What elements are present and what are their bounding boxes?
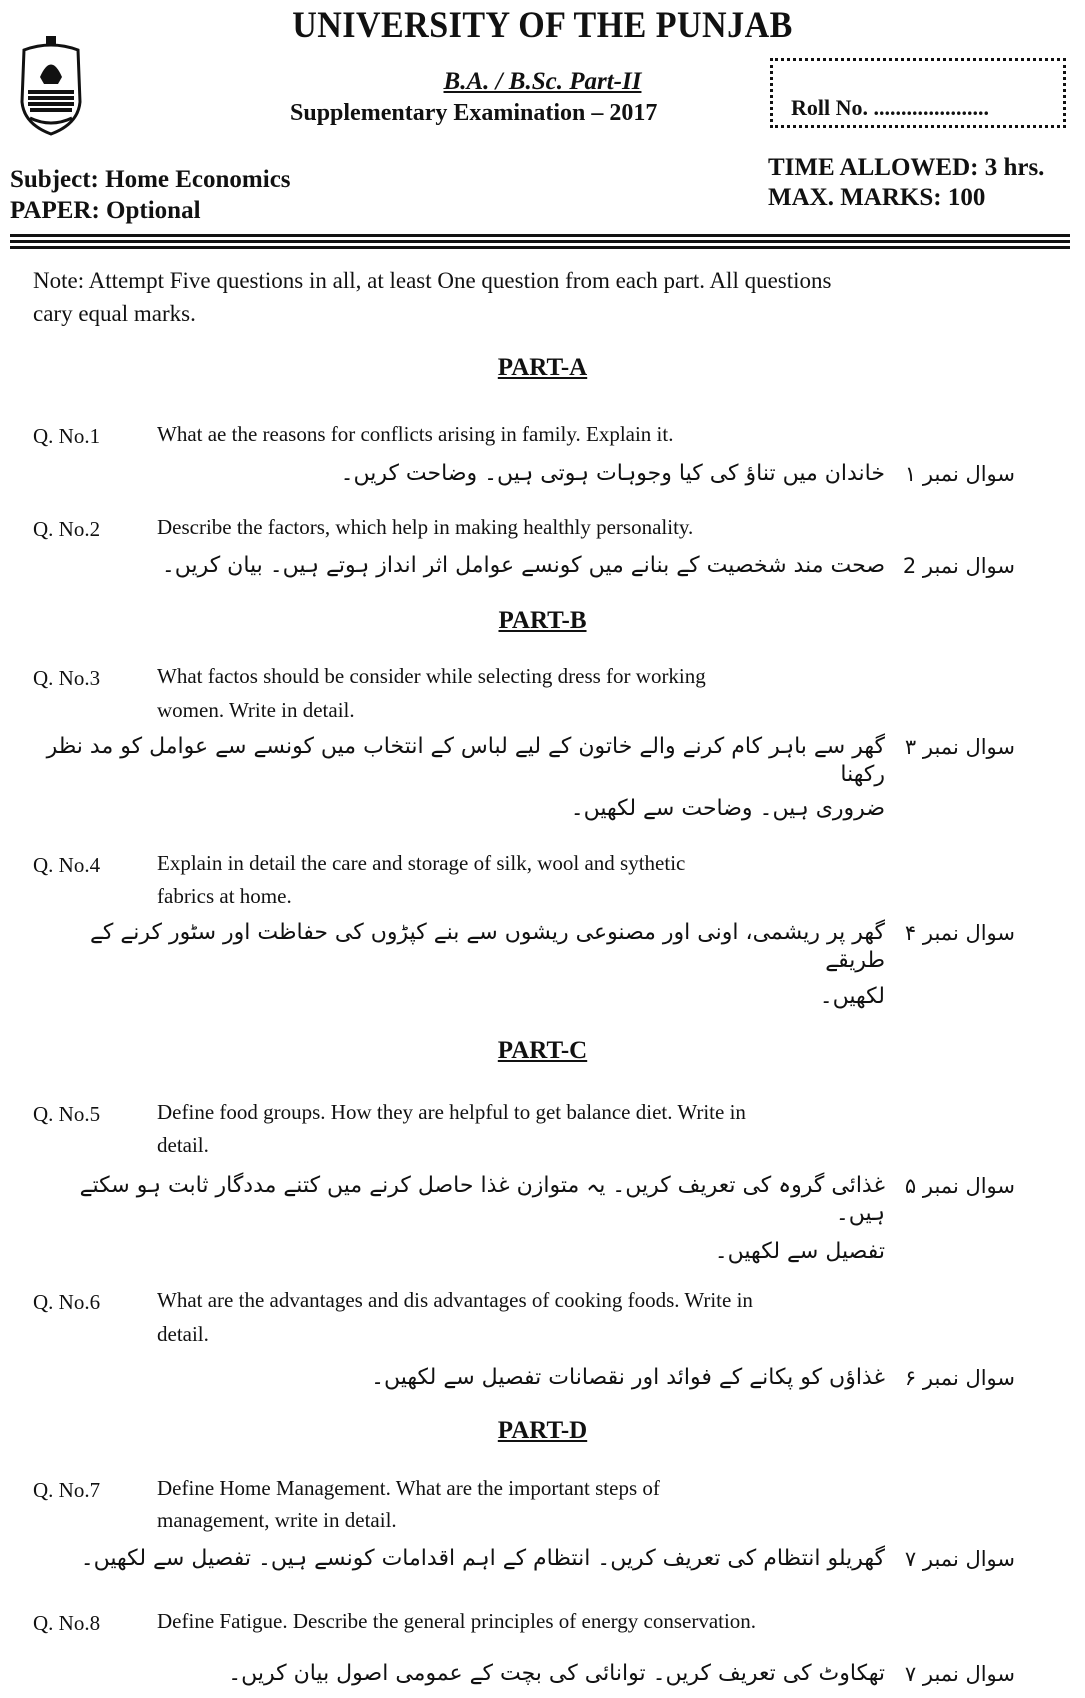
- question-number: Q. No.3: [33, 666, 101, 690]
- question-text: Define Fatigue. Describe the general principles of energy conservation.: [157, 1609, 757, 1633]
- part-b-heading: [0, 607, 1085, 635]
- question-text: fabrics at home.: [157, 884, 292, 908]
- part-label: PART-C: [497, 1037, 588, 1064]
- question-number: Q. No.5: [33, 1102, 101, 1126]
- question-text: What factos should be consider while selecting dress for working: [157, 664, 706, 688]
- part-label: PART-D: [497, 1417, 588, 1444]
- part-d-heading: [0, 1417, 1085, 1445]
- urdu-question-text: لکھیں۔: [819, 984, 885, 1009]
- urdu-question-number: سوال نمبر ۳: [904, 735, 1015, 759]
- question-text: Explain in detail the care and storage of silk, wool and sythetic: [157, 851, 686, 875]
- question-number: Q. No.2: [33, 517, 101, 541]
- header-divider: [10, 234, 1070, 237]
- urdu-question-text: غذاؤں کو پکانے کے فوائد اور نقصانات تفصیل سے لکھیں۔: [371, 1365, 885, 1390]
- urdu-question-number: سوال نمبر 2: [902, 554, 1015, 578]
- roll-number-box: [770, 58, 1066, 128]
- university-title: UNIVERSITY OF THE PUNJAB: [292, 5, 793, 46]
- max-marks: MAX. MARKS: 100: [768, 184, 986, 211]
- urdu-question-number: سوال نمبر ۴: [904, 921, 1015, 945]
- part-a-heading: [0, 354, 1085, 382]
- urdu-question-number: سوال نمبر ۷: [904, 1662, 1015, 1686]
- note-line: cary equal marks.: [33, 301, 196, 326]
- question-number: Q. No.6: [33, 1290, 101, 1314]
- question-text: management, write in detail.: [157, 1508, 397, 1532]
- question-text: Define Home Management. What are the important steps of: [157, 1476, 660, 1500]
- urdu-question-text: تھکاوٹ کی تعریف کریں۔ توانائی کی بچت کے عمومی اصول بیان کریں۔: [228, 1661, 885, 1686]
- part-label: PART-A: [497, 354, 588, 381]
- urdu-question-number: سوال نمبر ۱: [904, 462, 1015, 486]
- question-number: Q. No.7: [33, 1478, 101, 1502]
- question-text: women. Write in detail.: [157, 698, 355, 722]
- time-allowed: TIME ALLOWED: 3 hrs.: [768, 154, 1045, 181]
- question-text: What ae the reasons for conflicts arising in family. Explain it.: [157, 422, 674, 446]
- urdu-question-number: سوال نمبر ۵: [904, 1174, 1015, 1198]
- question-number: Q. No.4: [33, 853, 101, 877]
- question-text: What are the advantages and dis advantages of cooking foods. Write in: [157, 1288, 753, 1312]
- roll-number-label: Roll No. .....................: [791, 95, 989, 120]
- urdu-question-text: خاندان میں تناؤ کی کیا وجوہات ہوتی ہیں۔ وضاحت کریں۔: [340, 461, 885, 486]
- urdu-question-text: تفصیل سے لکھیں۔: [714, 1239, 885, 1264]
- header-divider: [10, 246, 1070, 249]
- header-divider: [10, 240, 1070, 243]
- exam-title: Supplementary Examination – 2017: [290, 100, 658, 126]
- part-label: PART-B: [498, 607, 587, 634]
- question-text: Define food groups. How they are helpful to get balance diet. Write in: [157, 1100, 746, 1124]
- urdu-question-number: سوال نمبر ۷: [904, 1547, 1015, 1571]
- question-text: detail.: [157, 1133, 209, 1157]
- subject-label: Subject: Home Economics: [10, 166, 291, 193]
- urdu-question-text: غذائی گروہ کی تعریف کریں۔ یہ متوازن غذا حاصل کرنے میں کتنے مددگار ثابت ہو سکتے ہیں۔: [79, 1173, 885, 1226]
- question-number: Q. No.1: [33, 424, 101, 448]
- urdu-question-text: صحت مند شخصیت کے بنانے میں کونسے عوامل اثر انداز ہوتے ہیں۔ بیان کریں۔: [161, 553, 885, 578]
- note-line: Note: Attempt Five questions in all, at least One question from each part. All questions: [33, 268, 832, 293]
- program-text: B.A. / B.Sc. Part-II: [443, 68, 642, 95]
- question-text: Describe the factors, which help in making healthly personality.: [157, 515, 694, 539]
- urdu-question-number: سوال نمبر ۶: [904, 1366, 1015, 1390]
- urdu-question-text: گھر پر ریشمی، اونی اور مصنوعی ریشوں سے بنے کپڑوں کی حفاظت اور سٹور کرنے کے طریقے: [90, 920, 885, 973]
- urdu-question-text: گھریلو انتظام کی تعریف کریں۔ انتظام کے اہم اقدامات کونسے ہیں۔ تفصیل سے لکھیں۔: [80, 1546, 885, 1571]
- urdu-question-text: گھر سے باہر کام کرنے والے خاتون کے لیے لباس کے انتخاب میں کونسے سے عوامل کو مد نظر رکھنا: [46, 734, 885, 787]
- urdu-question-text: ضروری ہیں۔ وضاحت سے لکھیں۔: [570, 796, 885, 821]
- part-c-heading: [0, 1037, 1085, 1065]
- question-text: detail.: [157, 1322, 209, 1346]
- question-number: Q. No.8: [33, 1611, 101, 1635]
- paper-label: PAPER: Optional: [10, 197, 201, 224]
